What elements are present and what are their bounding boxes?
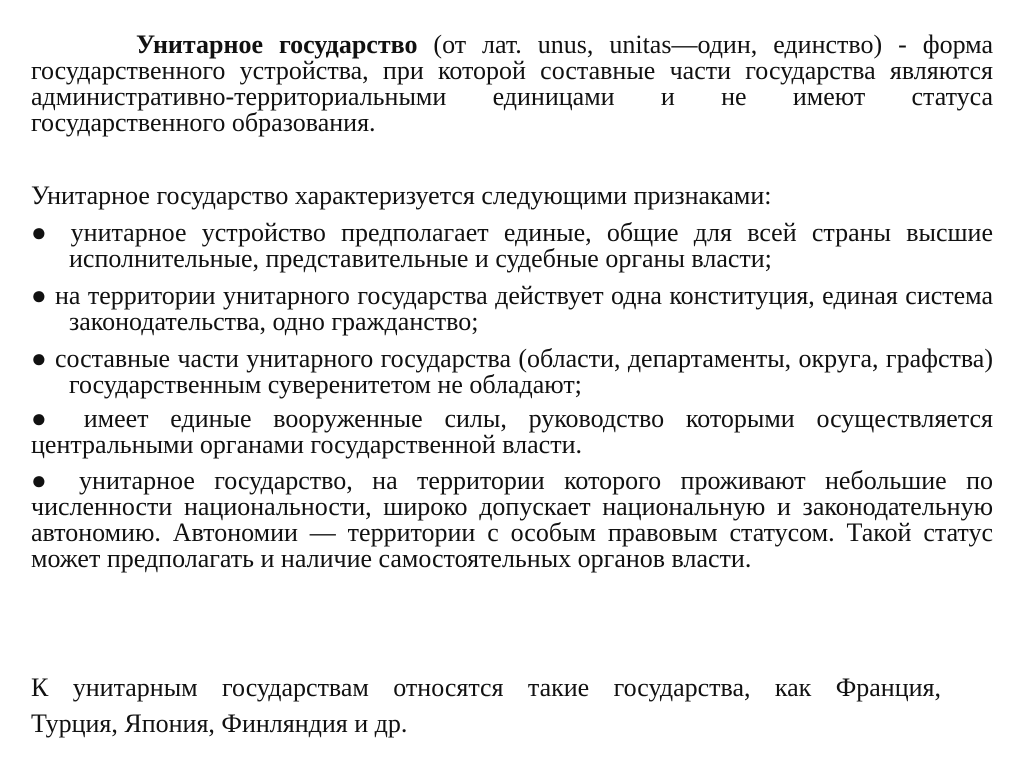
conclusion-paragraph (31, 670, 993, 742)
definition-term: Унитарное государство (136, 30, 418, 59)
feature-bullet-2: ● на территории унитарного государства действует одна конституция, единая система законодательства, одно гражданство; (31, 281, 993, 336)
definition-text: (от лат. unus, unitas—один, единство) - форма государственного устройства, при которой составные части государства являются административно-территориальными единицами и не имеют статуса государственного образования. (31, 30, 993, 137)
feature-bullet-1: ● унитарное устройство предполагает единые, общие для всей страны высшие исполнительные, представительные и судебные органы власти; (31, 218, 993, 273)
definition-paragraph (31, 32, 993, 136)
features-intro: Унитарное государство характеризуется следующими признаками: (31, 181, 772, 210)
feature-bullet-3: ● составные части унитарного государства (области, департаменты, округа, графства) государственным суверенитетом не обладают; (31, 344, 993, 399)
conclusion-line-2: Турция, Япония, Финляндия и др. (31, 709, 408, 738)
feature-bullet-5: ● унитарное государство, на территории которого проживают небольшие по численности национальности, широко допускает национальную и законодательную автономию. Автономии — территории с особым правовым статусом. Такой статус может предполагать и наличие самостоятельных органов власти. (31, 466, 993, 573)
feature-bullet-4: ● имеет единые вооруженные силы, руководство которыми осуществляется центральными органами государственной власти. (31, 404, 993, 459)
conclusion-line-1: К унитарным государствам относятся такие государства, как Франция, (31, 673, 941, 702)
